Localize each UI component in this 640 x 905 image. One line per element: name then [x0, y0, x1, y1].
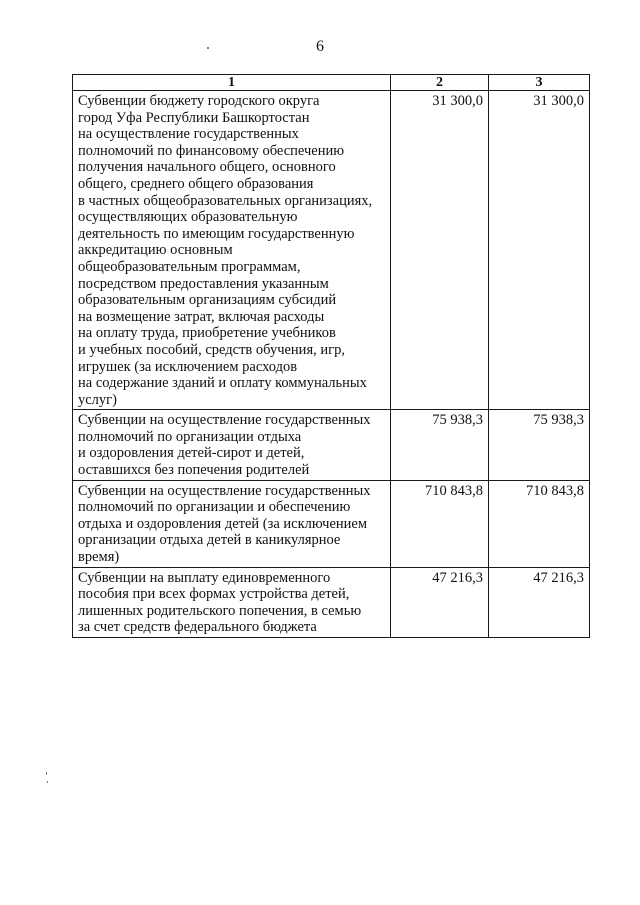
scan-speck — [207, 47, 209, 49]
scan-speck — [47, 781, 48, 783]
description-line: полномочий по финансовому обеспечению — [78, 142, 345, 159]
description-line: получения начального общего, основного — [78, 159, 336, 176]
amount-column-3: 31 300,0 — [489, 91, 590, 410]
amount-column-3: 47 216,3 — [489, 567, 590, 637]
description-line: полномочий по организации отдыха — [78, 428, 302, 445]
description-line: Субвенции на осуществление государственных — [78, 482, 371, 499]
column-header-3: 3 — [489, 75, 590, 91]
description-line: в частных общеобразовательных организациях, — [78, 192, 373, 209]
table-row — [73, 480, 590, 567]
description-line: и оздоровления детей-сирот и детей, — [78, 445, 305, 462]
description-line: полномочий по организации и обеспечению — [78, 499, 351, 516]
scan-speck — [46, 772, 47, 775]
page-number: 6 — [316, 38, 324, 55]
row-description — [73, 410, 391, 480]
column-header-1: 1 — [73, 75, 391, 91]
description-line: организации отдыха детей в каникулярное — [78, 532, 341, 549]
table-row — [73, 410, 590, 480]
description-line: общеобразовательным программам, — [78, 258, 301, 275]
description-line: игрушек (за исключением расходов — [78, 358, 298, 375]
description-line: посредством предоставления указанным — [78, 275, 329, 292]
description-line: пособия при всех формах устройства детей, — [78, 586, 350, 603]
amount-column-2: 710 843,8 — [391, 480, 489, 567]
description-line: образовательным организациям субсидий — [78, 292, 337, 309]
budget-table — [72, 74, 590, 638]
amount-column-2: 75 938,3 — [391, 410, 489, 480]
description-line: на оплату труда, приобретение учебников — [78, 325, 336, 342]
row-description — [73, 91, 391, 410]
table-row — [73, 567, 590, 637]
table-header-row — [73, 75, 590, 91]
description-line: время) — [78, 549, 120, 566]
description-line: общего, среднего общего образования — [78, 175, 314, 192]
description-line: на возмещение затрат, включая расходы — [78, 308, 325, 325]
description-line: оставшихся без попечения родителей — [78, 462, 310, 479]
description-line: на содержание зданий и оплату коммунальных — [78, 375, 367, 392]
amount-column-2: 31 300,0 — [391, 91, 489, 410]
description-line: лишенных родительского попечения, в семью — [78, 602, 362, 619]
amount-column-2: 47 216,3 — [391, 567, 489, 637]
description-line: и учебных пособий, средств обучения, игр, — [78, 341, 345, 358]
amount-column-3: 710 843,8 — [489, 480, 590, 567]
description-line: Субвенции бюджету городского округа — [78, 93, 320, 109]
table-body — [73, 91, 590, 638]
column-header-2: 2 — [391, 75, 489, 91]
description-line: Субвенции на выплату единовременного — [78, 569, 331, 586]
description-line: услуг) — [78, 391, 117, 408]
table-row — [73, 91, 590, 410]
description-line: аккредитацию основным — [78, 242, 233, 259]
description-line: Субвенции на осуществление государственных — [78, 412, 371, 429]
description-line: на осуществление государственных — [78, 126, 299, 143]
description-line: осуществляющих образовательную — [78, 209, 298, 226]
row-description — [73, 480, 391, 567]
description-line: деятельность по имеющим государственную — [78, 225, 355, 242]
description-line: город Уфа Республики Башкортостан — [78, 109, 310, 126]
description-line: за счет средств федерального бюджета — [78, 619, 317, 636]
row-description — [73, 567, 391, 637]
description-line: отдыха и оздоровления детей (за исключением — [78, 515, 368, 532]
amount-column-3: 75 938,3 — [489, 410, 590, 480]
